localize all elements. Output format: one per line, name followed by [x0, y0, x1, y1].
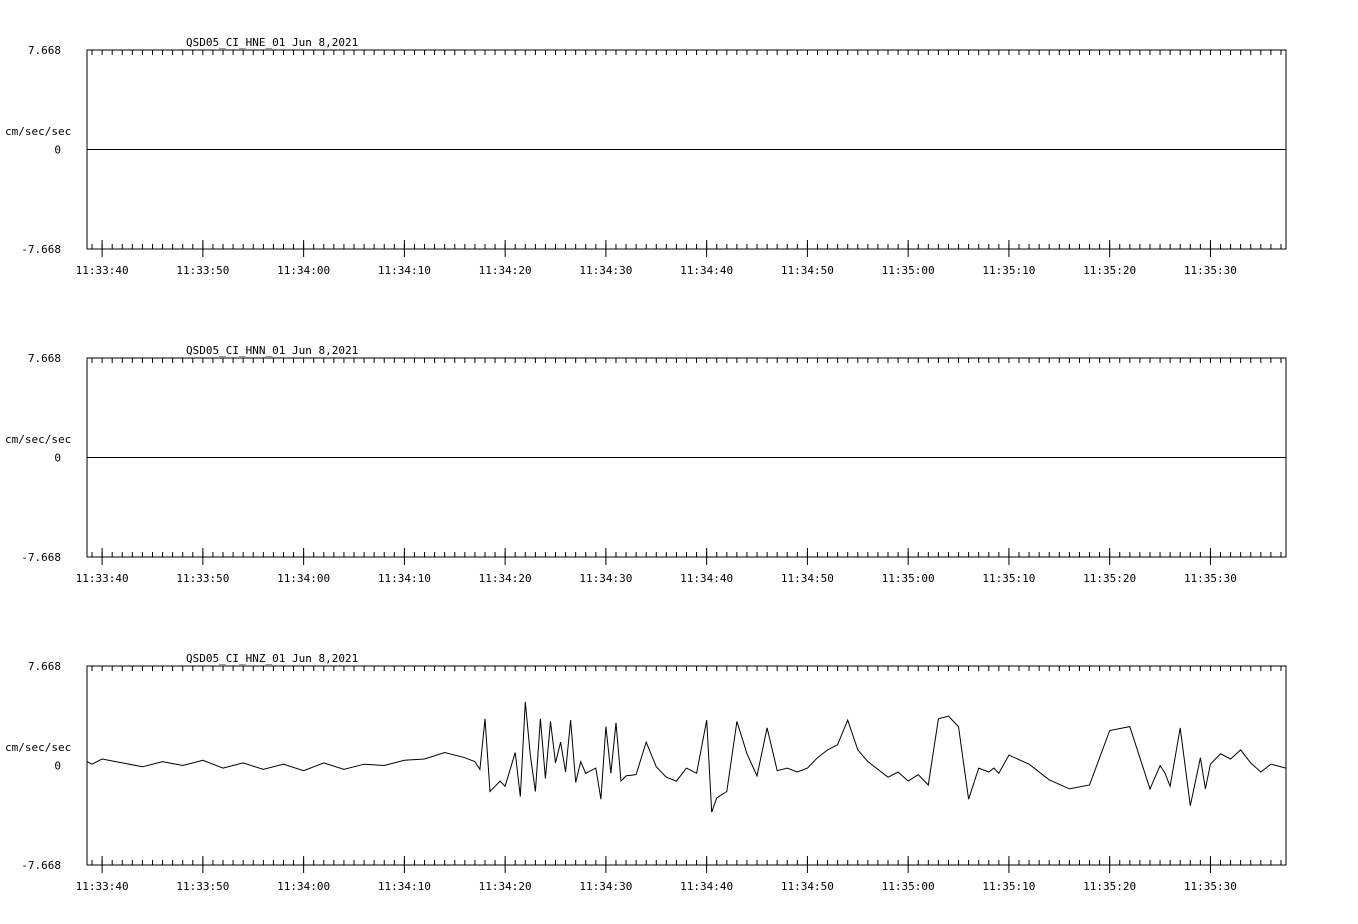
x-tick-label: 11:33:40	[75, 572, 129, 585]
y-tick-label: 7.668	[27, 660, 61, 673]
y-tick-label: 0	[54, 759, 61, 773]
x-tick-label: 11:35:00	[881, 880, 935, 893]
x-tick-label: 11:34:30	[579, 880, 633, 893]
y-tick-label: 0	[54, 143, 61, 157]
x-tick-label: 11:35:20	[1083, 880, 1137, 893]
x-tick-label: 11:34:20	[478, 880, 532, 893]
x-tick-label: 11:34:40	[680, 572, 734, 585]
x-tick-label: 11:33:50	[176, 880, 230, 893]
x-tick-label: 11:35:30	[1183, 264, 1237, 277]
x-tick-label: 11:34:00	[277, 264, 331, 277]
y-tick-label: -7.668	[21, 859, 61, 872]
x-tick-label: 11:34:40	[680, 880, 734, 893]
y-axis-label: cm/sec/sec	[5, 125, 72, 138]
x-tick-label: 11:34:50	[780, 264, 834, 277]
x-tick-label: 11:34:50	[780, 880, 834, 893]
x-tick-label: 11:34:00	[277, 572, 331, 585]
chart-title: QSD05_CI_HNE_01 Jun 8,2021	[186, 36, 359, 49]
x-tick-label: 11:33:50	[176, 572, 230, 585]
x-tick-label: 11:34:20	[478, 572, 532, 585]
x-tick-label: 11:34:20	[478, 264, 532, 277]
panel-3	[5, 652, 1286, 893]
x-tick-label: 11:34:40	[680, 264, 734, 277]
y-tick-label: 7.668	[27, 352, 61, 365]
x-tick-label: 11:35:10	[982, 572, 1036, 585]
x-tick-label: 11:35:00	[881, 264, 935, 277]
chart-title: QSD05_CI_HNZ_01 Jun 8,2021	[186, 652, 359, 665]
y-tick-label: 7.668	[27, 44, 61, 57]
chart-title: QSD05_CI_HNN_01 Jun 8,2021	[186, 344, 359, 357]
x-tick-label: 11:33:50	[176, 264, 230, 277]
x-tick-label: 11:34:10	[377, 572, 431, 585]
panel-2	[5, 344, 1286, 585]
data-series-line	[87, 702, 1286, 812]
plot-frame	[87, 666, 1286, 865]
x-tick-label: 11:34:30	[579, 572, 633, 585]
panel-1	[5, 36, 1286, 277]
x-tick-label: 11:35:30	[1183, 880, 1237, 893]
x-tick-label: 11:35:30	[1183, 572, 1237, 585]
x-tick-label: 11:34:00	[277, 880, 331, 893]
y-axis-label: cm/sec/sec	[5, 741, 72, 754]
x-tick-label: 11:35:20	[1083, 264, 1137, 277]
y-tick-label: -7.668	[21, 243, 61, 256]
x-tick-label: 11:33:40	[75, 880, 129, 893]
y-tick-label: -7.668	[21, 551, 61, 564]
x-tick-label: 11:34:10	[377, 880, 431, 893]
x-tick-label: 11:34:50	[780, 572, 834, 585]
x-tick-label: 11:33:40	[75, 264, 129, 277]
y-axis-label: cm/sec/sec	[5, 433, 72, 446]
x-tick-label: 11:35:10	[982, 880, 1036, 893]
x-tick-label: 11:35:20	[1083, 572, 1137, 585]
x-tick-label: 11:35:00	[881, 572, 935, 585]
x-tick-label: 11:34:30	[579, 264, 633, 277]
x-tick-label: 11:35:10	[982, 264, 1036, 277]
x-tick-label: 11:34:10	[377, 264, 431, 277]
y-tick-label: 0	[54, 451, 61, 465]
